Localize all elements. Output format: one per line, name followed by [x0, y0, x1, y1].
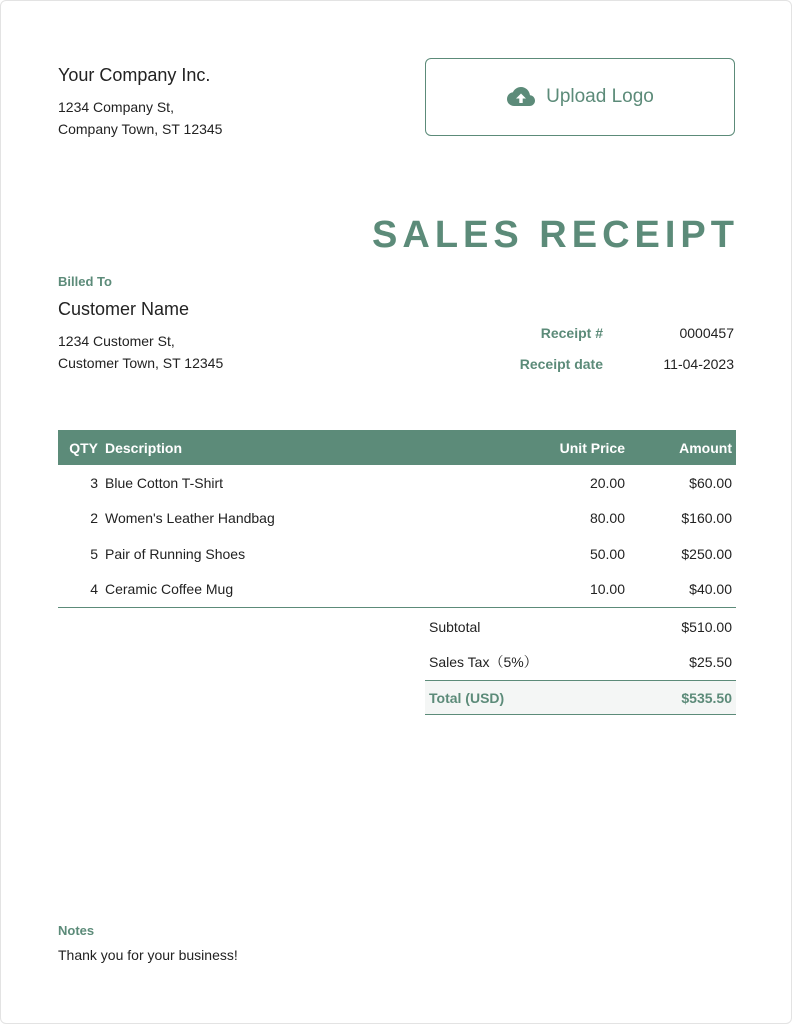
notes-section [58, 923, 238, 963]
table-row [58, 465, 736, 501]
table-row [58, 536, 736, 572]
row-unit-price[interactable]: 50.00 [589, 545, 625, 562]
customer-name[interactable]: Customer Name [58, 299, 190, 319]
table-row [58, 501, 736, 537]
row-amount: $250.00 [681, 545, 732, 562]
billed-to-label: Billed To [58, 274, 112, 289]
header-unit-price: Unit Price [475, 430, 625, 465]
totals-section [425, 609, 736, 715]
upload-logo-button[interactable] [425, 58, 735, 136]
receipt-number-value[interactable]: 0000457 [679, 325, 734, 341]
upload-logo-label: Upload Logo [546, 86, 654, 107]
notes-text[interactable]: Thank you for your business! [58, 947, 238, 963]
header-amount: Amount [625, 430, 736, 465]
row-qty[interactable]: 5 [90, 545, 98, 562]
header-qty: QTY [58, 430, 105, 465]
receipt-date-value[interactable]: 11-04-2023 [663, 356, 734, 372]
total-row [425, 680, 736, 715]
notes-label: Notes [58, 923, 95, 938]
receipt-number-label: Receipt # [540, 325, 603, 341]
company-address-line2[interactable]: Company Town, ST 12345 [58, 121, 223, 137]
row-description[interactable]: Blue Cotton T-Shirt [105, 474, 224, 491]
header-description: Description [105, 430, 475, 465]
billed-to-section [58, 274, 223, 374]
row-description[interactable]: Women's Leather Handbag [105, 510, 275, 527]
row-amount: $60.00 [689, 474, 732, 491]
customer-address-line1[interactable]: 1234 Customer St, [58, 333, 175, 349]
row-unit-price[interactable]: 20.00 [589, 474, 625, 491]
table-row [58, 572, 736, 608]
row-description[interactable]: Pair of Running Shoes [105, 545, 246, 562]
subtotal-row [425, 609, 736, 645]
receipt-number-row [463, 323, 734, 354]
sales-tax-value: $25.50 [689, 654, 732, 671]
receipt-meta [463, 323, 734, 385]
receipt-date-row [463, 354, 734, 385]
customer-address-line2[interactable]: Customer Town, ST 12345 [58, 355, 224, 371]
row-qty[interactable]: 2 [90, 510, 98, 527]
total-value: $535.50 [681, 689, 732, 706]
table-header-row [58, 430, 736, 465]
line-items-table [58, 430, 736, 608]
row-unit-price[interactable]: 10.00 [475, 572, 625, 608]
row-amount: $40.00 [625, 572, 736, 608]
row-qty[interactable]: 3 [90, 474, 98, 491]
company-address-line1[interactable]: 1234 Company St, [58, 99, 174, 115]
company-info [58, 65, 222, 140]
total-label: Total (USD) [429, 689, 505, 706]
row-qty[interactable]: 4 [58, 572, 105, 608]
receipt-date-label: Receipt date [519, 356, 603, 372]
row-unit-price[interactable]: 80.00 [589, 510, 625, 527]
row-amount: $160.00 [681, 510, 732, 527]
subtotal-label: Subtotal [429, 618, 481, 635]
sales-tax-label[interactable]: Sales Tax（5%） [429, 654, 538, 671]
document-title[interactable]: SALES RECEIPT [372, 214, 739, 256]
company-name[interactable]: Your Company Inc. [58, 65, 211, 85]
subtotal-value: $510.00 [681, 618, 732, 635]
sales-tax-row [425, 645, 736, 681]
cloud-upload-icon [506, 86, 536, 108]
row-description[interactable]: Ceramic Coffee Mug [105, 572, 475, 608]
